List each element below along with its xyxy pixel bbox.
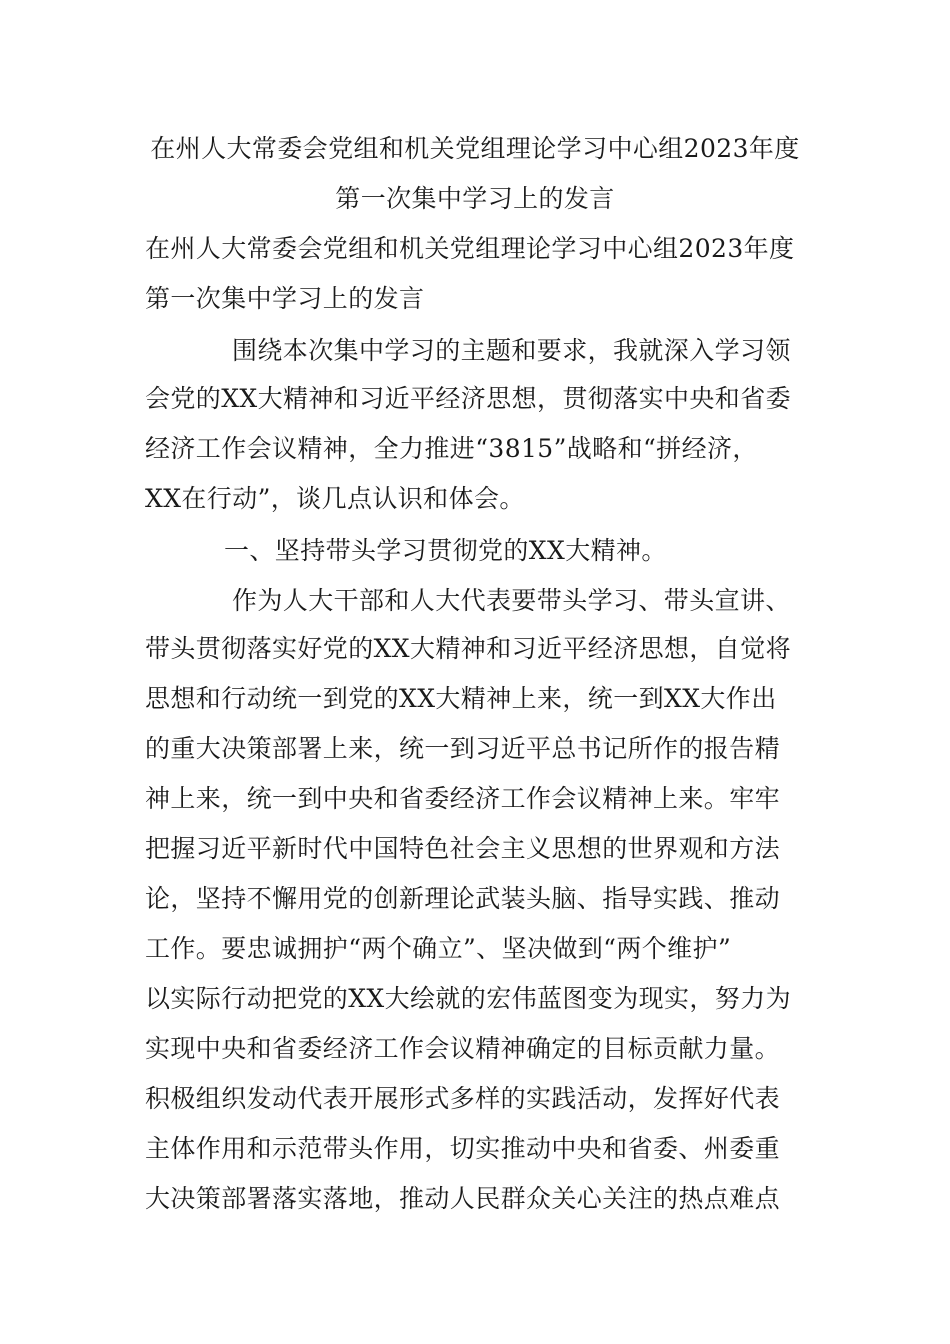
section-1-line-6: 把握习近平新时代中国特色社会主义思想的世界观和方法 [145,834,781,863]
section-1-line-7: 论，坚持不懈用党的创新理论武装头脑、指导实践、推动 [145,884,781,913]
section-1-line-2: 带头贯彻落实好党的XX大精神和习近平经济思想，自觉将 [145,634,791,663]
section-1-line-5: 神上来，统一到中央和省委经济工作会议精神上来。牢牢 [145,784,781,813]
section-1-line-3: 思想和行动统一到党的XX大精神上来，统一到XX大作出 [145,684,777,713]
document-title-line-2: 第一次集中学习上的发言 [335,184,615,213]
intro-line-2: 会党的XX大精神和习近平经济思想，贯彻落实中央和省委 [145,384,791,413]
document-title-line-1: 在州人大常委会党组和机关党组理论学习中心组2023年度 [150,134,800,163]
section-1-heading: 一、坚持带头学习贯彻党的XX大精神。 [224,536,667,565]
section-1-line-1: 作为人大干部和人大代表要带头学习、带头宣讲、 [232,586,791,615]
section-1-line-10: 实现中央和省委经济工作会议精神确定的目标贡献力量。 [145,1034,781,1063]
document-title-repeat-line-1: 在州人大常委会党组和机关党组理论学习中心组2023年度 [145,234,795,263]
document-title-repeat-line-2: 第一次集中学习上的发言 [145,284,425,313]
section-1-line-13: 大决策部署落实落地，推动人民群众关心关注的热点难点 [145,1184,781,1213]
section-1-line-11: 积极组织发动代表开展形式多样的实践活动，发挥好代表 [145,1084,781,1113]
intro-line-1: 围绕本次集中学习的主题和要求，我就深入学习领 [232,336,791,365]
section-1-line-4: 的重大决策部署上来，统一到习近平总书记所作的报告精 [145,734,781,763]
section-1-line-8: 工作。要忠诚拥护“两个确立”、坚决做到“两个维护” [145,934,732,963]
section-1-line-9: 以实际行动把党的XX大绘就的宏伟蓝图变为现实，努力为 [145,984,791,1013]
intro-line-3: 经济工作会议精神，全力推进“3815”战略和“拼经济， [145,434,758,463]
intro-line-4: XX在行动”，谈几点认识和体会。 [145,484,525,513]
section-1-line-12: 主体作用和示范带头作用，切实推动中央和省委、州委重 [145,1134,781,1163]
